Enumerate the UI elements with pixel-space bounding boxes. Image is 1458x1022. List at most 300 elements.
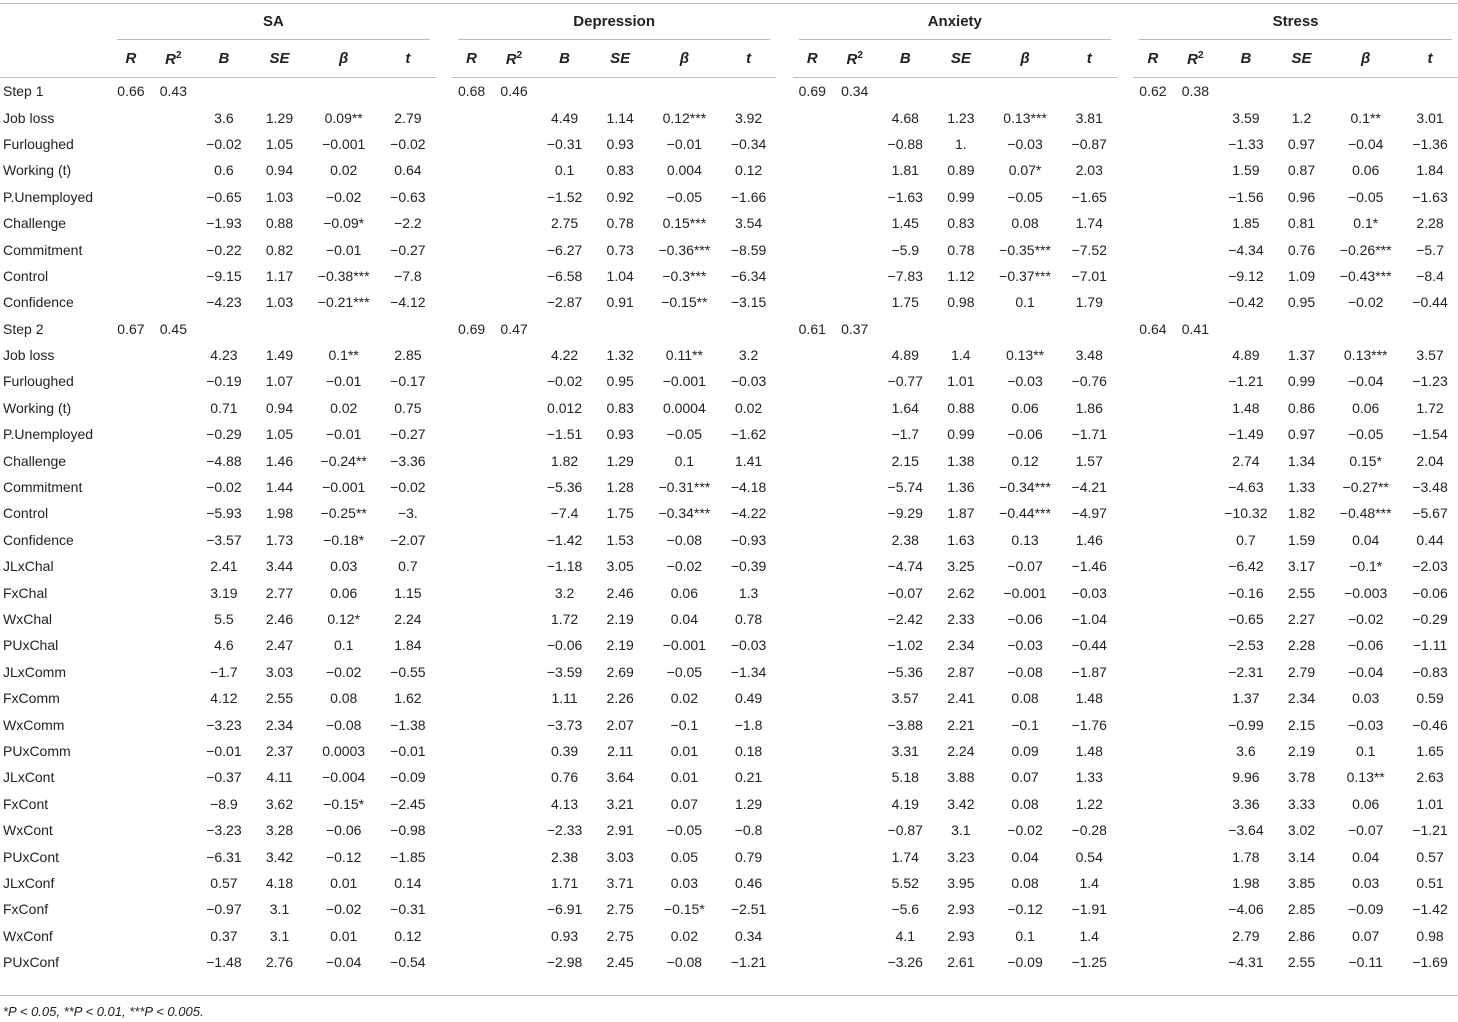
table-cell: −1.8 bbox=[734, 716, 763, 733]
row-label: Job loss bbox=[3, 109, 55, 126]
table-cell: 3.81 bbox=[1075, 109, 1103, 126]
table-cell: 0.69 bbox=[798, 83, 826, 100]
table-cell: −0.03 bbox=[1071, 584, 1107, 601]
table-cell bbox=[151, 236, 196, 262]
table-cell: 4.11 bbox=[266, 769, 293, 786]
table-cell: −1.02 bbox=[887, 637, 923, 654]
table-cell: 0.54 bbox=[1075, 848, 1103, 865]
table-row bbox=[0, 368, 1458, 394]
table-cell: 1.82 bbox=[550, 452, 579, 469]
table-cell: 0.93 bbox=[606, 135, 634, 152]
table-cell: 1.73 bbox=[265, 531, 294, 548]
table-cell bbox=[151, 500, 196, 526]
table-cell: −2.07 bbox=[390, 531, 426, 548]
table-cell bbox=[537, 316, 593, 342]
table-cell bbox=[832, 210, 877, 236]
table-cell bbox=[111, 579, 150, 605]
table-cell: −1.38 bbox=[390, 716, 426, 733]
cell-spacer bbox=[1117, 553, 1133, 579]
table-cell: 3.28 bbox=[265, 822, 294, 839]
bottom-rule bbox=[0, 995, 1458, 996]
table-cell: 0.04 bbox=[1352, 848, 1380, 865]
cell-spacer bbox=[436, 289, 452, 315]
table-cell: −4.21 bbox=[1071, 479, 1107, 496]
table-cell: 0.01 bbox=[670, 769, 698, 786]
cell-spacer bbox=[436, 104, 452, 130]
column-header: SE bbox=[1274, 40, 1330, 78]
table-cell: 2.63 bbox=[1416, 769, 1444, 786]
cell-spacer bbox=[436, 870, 452, 896]
table-cell bbox=[252, 316, 308, 342]
table-cell: 1.45 bbox=[891, 215, 919, 232]
table-cell bbox=[793, 289, 832, 315]
table-cell bbox=[1133, 210, 1172, 236]
table-cell bbox=[1173, 764, 1218, 790]
table-cell: 0.06 bbox=[1352, 795, 1380, 812]
table-cell bbox=[793, 870, 832, 896]
table-cell: 1.3 bbox=[738, 584, 759, 601]
table-row bbox=[0, 896, 1458, 922]
table-cell: −0.05 bbox=[666, 822, 703, 839]
table-cell: 2.24 bbox=[947, 742, 975, 759]
table-cell: −5.74 bbox=[887, 479, 923, 496]
table-cell: 0.73 bbox=[606, 241, 634, 258]
table-row bbox=[0, 447, 1458, 473]
row-label: JLxComm bbox=[3, 663, 67, 680]
table-cell bbox=[151, 474, 196, 500]
table-cell: 0.06 bbox=[330, 584, 358, 601]
table-cell: −0.25** bbox=[320, 505, 367, 522]
table-cell: 3.64 bbox=[606, 769, 634, 786]
table-cell: 4.89 bbox=[891, 347, 919, 364]
cell-spacer bbox=[436, 764, 452, 790]
table-cell: 2.85 bbox=[1287, 901, 1316, 918]
cell-spacer bbox=[776, 738, 792, 764]
table-cell: 0.06 bbox=[1011, 399, 1039, 416]
table-cell bbox=[252, 78, 308, 105]
table-cell bbox=[151, 606, 196, 632]
table-cell bbox=[151, 949, 196, 975]
table-cell: 1.75 bbox=[891, 294, 919, 311]
table-cell: −0.15* bbox=[663, 901, 705, 918]
table-cell bbox=[151, 342, 196, 368]
column-header: t bbox=[380, 40, 436, 78]
table-cell: 0.41 bbox=[1181, 320, 1209, 337]
table-cell: 0.1 bbox=[333, 637, 354, 654]
table-cell bbox=[151, 764, 196, 790]
cell-spacer bbox=[1117, 316, 1133, 342]
table-cell bbox=[1173, 711, 1218, 737]
table-cell: −8.9 bbox=[210, 795, 238, 812]
table-cell bbox=[151, 263, 196, 289]
table-cell: 0.64 bbox=[394, 162, 422, 179]
cell-spacer bbox=[436, 131, 452, 157]
table-cell: 3.02 bbox=[1287, 822, 1316, 839]
table-cell bbox=[491, 632, 536, 658]
table-cell: −6.34 bbox=[730, 267, 767, 284]
table-cell: 4.18 bbox=[265, 874, 294, 891]
table-cell bbox=[1173, 368, 1218, 394]
table-cell: −2.53 bbox=[1228, 637, 1264, 654]
table-cell: −0.24** bbox=[320, 452, 367, 469]
table-cell bbox=[1402, 78, 1458, 105]
table-cell bbox=[491, 447, 536, 473]
table-cell: −1.85 bbox=[390, 848, 426, 865]
table-cell: 1.72 bbox=[1416, 399, 1444, 416]
table-cell bbox=[151, 184, 196, 210]
table-cell bbox=[491, 104, 536, 130]
table-cell: −0.15* bbox=[323, 795, 365, 812]
table-cell bbox=[877, 78, 933, 105]
table-cell: 0.08 bbox=[1011, 215, 1039, 232]
table-cell: 1.85 bbox=[1232, 215, 1260, 232]
column-header: B bbox=[196, 40, 252, 78]
table-cell: 2.15 bbox=[1287, 716, 1316, 733]
table-cell bbox=[452, 659, 491, 685]
cell-spacer bbox=[1117, 949, 1133, 975]
table-cell: −0.37 bbox=[206, 769, 242, 786]
cell-spacer bbox=[436, 685, 452, 711]
table-cell bbox=[452, 764, 491, 790]
table-cell: −0.02 bbox=[206, 135, 242, 152]
table-cell: 2.37 bbox=[265, 742, 294, 759]
table-cell bbox=[452, 949, 491, 975]
cell-spacer bbox=[436, 527, 452, 553]
table-cell: 0.83 bbox=[947, 215, 975, 232]
table-cell: −0.07 bbox=[1347, 822, 1384, 839]
table-cell: 0.01 bbox=[330, 874, 358, 891]
table-cell bbox=[832, 632, 877, 658]
table-cell: 0.94 bbox=[265, 399, 294, 416]
cell-spacer bbox=[436, 949, 452, 975]
table-cell bbox=[793, 500, 832, 526]
table-cell: −0.3*** bbox=[662, 267, 707, 284]
table-cell: 2.55 bbox=[265, 690, 294, 707]
table-cell: −0.06 bbox=[1007, 426, 1043, 443]
table-cell bbox=[452, 447, 491, 473]
column-header-row bbox=[0, 40, 1458, 78]
table-cell: −6.31 bbox=[206, 848, 242, 865]
table-cell bbox=[111, 923, 150, 949]
table-cell bbox=[832, 553, 877, 579]
table-cell: 0.13 bbox=[1011, 531, 1039, 548]
table-cell: 2.34 bbox=[947, 637, 975, 654]
table-cell: 0.09** bbox=[324, 109, 363, 126]
table-cell: −1.25 bbox=[1071, 954, 1107, 971]
table-cell: 5.18 bbox=[891, 769, 919, 786]
table-cell: −1.66 bbox=[730, 188, 767, 205]
group-header-row bbox=[0, 0, 1458, 40]
superscript: 2 bbox=[857, 49, 863, 61]
table-cell: −0.1 bbox=[1011, 716, 1039, 733]
table-cell: −3.73 bbox=[546, 716, 583, 733]
table-cell bbox=[1133, 738, 1172, 764]
table-cell bbox=[111, 500, 150, 526]
table-cell: −0.001 bbox=[1003, 584, 1047, 601]
table-cell: 0.37 bbox=[841, 320, 869, 337]
table-cell: −0.29 bbox=[206, 426, 242, 443]
cell-spacer bbox=[1117, 474, 1133, 500]
table-cell: 3.17 bbox=[1287, 558, 1316, 575]
table-cell: 0.95 bbox=[606, 373, 634, 390]
table-cell bbox=[1173, 131, 1218, 157]
table-cell: 0.21 bbox=[734, 769, 763, 786]
table-cell: 1.15 bbox=[394, 584, 422, 601]
table-cell: −0.93 bbox=[730, 531, 767, 548]
group-header-anxiety bbox=[793, 0, 1117, 40]
table-cell: −0.28 bbox=[1071, 822, 1107, 839]
table-cell bbox=[111, 896, 150, 922]
table-cell bbox=[793, 342, 832, 368]
table-cell bbox=[832, 896, 877, 922]
table-cell bbox=[151, 579, 196, 605]
table-cell bbox=[151, 421, 196, 447]
table-cell: −6.42 bbox=[1228, 558, 1264, 575]
cell-spacer bbox=[776, 606, 792, 632]
cell-spacer bbox=[776, 896, 792, 922]
table-cell bbox=[111, 421, 150, 447]
table-cell: −0.07 bbox=[1007, 558, 1043, 575]
table-cell bbox=[793, 368, 832, 394]
table-cell: 2.76 bbox=[265, 954, 294, 971]
table-cell bbox=[1274, 78, 1330, 105]
table-cell: −0.12 bbox=[325, 848, 362, 865]
row-label: FxConf bbox=[3, 901, 49, 918]
group-header-label: Depression bbox=[458, 5, 771, 40]
table-cell: 2.46 bbox=[606, 584, 634, 601]
table-cell: 0.1 bbox=[674, 452, 695, 469]
table-cell: −1.36 bbox=[1412, 135, 1448, 152]
table-cell bbox=[452, 263, 491, 289]
table-cell: 0.6 bbox=[214, 162, 234, 179]
table-cell bbox=[1133, 685, 1172, 711]
table-cell: 0.07* bbox=[1008, 162, 1042, 179]
column-header: t bbox=[1061, 40, 1117, 78]
table-cell: 3.6 bbox=[214, 109, 234, 126]
table-cell: 1.32 bbox=[606, 347, 634, 364]
table-cell: −0.02 bbox=[206, 479, 242, 496]
table-cell bbox=[151, 659, 196, 685]
cell-spacer bbox=[776, 843, 792, 869]
table-cell bbox=[832, 104, 877, 130]
group-spacer bbox=[776, 0, 792, 40]
table-cell bbox=[1133, 368, 1172, 394]
table-cell bbox=[1133, 870, 1172, 896]
table-cell bbox=[111, 843, 150, 869]
table-cell bbox=[452, 738, 491, 764]
table-cell: 0.99 bbox=[1287, 373, 1316, 390]
table-cell bbox=[1133, 764, 1172, 790]
table-cell bbox=[1173, 500, 1218, 526]
table-cell bbox=[1133, 500, 1172, 526]
column-header: R bbox=[793, 40, 832, 78]
table-cell: −0.02 bbox=[546, 373, 583, 390]
cell-spacer bbox=[776, 447, 792, 473]
table-cell bbox=[832, 474, 877, 500]
row-label: FxCont bbox=[3, 795, 49, 812]
table-cell bbox=[111, 342, 150, 368]
table-row bbox=[0, 78, 1458, 105]
table-cell bbox=[1173, 685, 1218, 711]
table-cell: 1.4 bbox=[951, 347, 971, 364]
table-cell: 0.97 bbox=[1287, 426, 1316, 443]
table-cell: −9.29 bbox=[887, 505, 923, 522]
table-cell: 3.1 bbox=[269, 901, 290, 918]
table-cell bbox=[111, 817, 150, 843]
table-cell bbox=[491, 817, 536, 843]
table-row bbox=[0, 843, 1458, 869]
table-cell bbox=[491, 923, 536, 949]
table-cell: 0.1* bbox=[1353, 215, 1379, 232]
cell-spacer bbox=[436, 791, 452, 817]
table-cell: −0.36*** bbox=[658, 241, 711, 258]
table-row bbox=[0, 923, 1458, 949]
cell-spacer bbox=[776, 949, 792, 975]
table-cell bbox=[151, 738, 196, 764]
table-cell: 1.37 bbox=[1287, 347, 1316, 364]
table-cell bbox=[1173, 395, 1218, 421]
table-cell: 1.46 bbox=[265, 452, 294, 469]
table-cell: −1.49 bbox=[1228, 426, 1264, 443]
table-cell: 0.96 bbox=[1287, 188, 1316, 205]
table-cell: 0.76 bbox=[550, 769, 579, 786]
cell-spacer bbox=[776, 791, 792, 817]
table-cell: −3.57 bbox=[206, 531, 242, 548]
table-row bbox=[0, 579, 1458, 605]
table-cell: −0.09 bbox=[1007, 954, 1043, 971]
table-cell: 0.1 bbox=[554, 162, 575, 179]
table-cell: −0.43*** bbox=[1339, 267, 1392, 284]
cell-spacer bbox=[436, 843, 452, 869]
table-cell bbox=[1133, 421, 1172, 447]
table-cell bbox=[491, 896, 536, 922]
column-header: β bbox=[307, 40, 380, 78]
row-label: Control bbox=[3, 505, 49, 522]
group-spacer bbox=[1117, 0, 1133, 40]
table-cell: 0.004 bbox=[666, 162, 702, 179]
table-cell: 2.24 bbox=[394, 611, 422, 627]
table-cell bbox=[111, 157, 150, 183]
table-cell bbox=[648, 316, 721, 342]
table-cell: 2.77 bbox=[265, 584, 294, 601]
table-cell: 4.68 bbox=[891, 109, 919, 126]
table-cell: −4.74 bbox=[887, 558, 923, 575]
table-cell bbox=[1133, 553, 1172, 579]
table-cell: 0.87 bbox=[1287, 162, 1316, 179]
table-cell: 2.11 bbox=[607, 742, 634, 759]
table-cell: −4.12 bbox=[390, 294, 426, 311]
table-cell: −1.21 bbox=[730, 954, 767, 971]
table-cell: 0.06 bbox=[670, 584, 698, 601]
table-cell bbox=[491, 738, 536, 764]
table-cell: 0.0003 bbox=[322, 742, 366, 759]
table-cell bbox=[452, 131, 491, 157]
table-cell bbox=[793, 711, 832, 737]
table-cell: 2.04 bbox=[1416, 452, 1444, 469]
table-cell: 2.93 bbox=[947, 901, 975, 918]
table-cell: −3.88 bbox=[887, 716, 923, 733]
table-row bbox=[0, 553, 1458, 579]
row-label: FxComm bbox=[3, 690, 60, 707]
table-cell bbox=[793, 131, 832, 157]
table-cell bbox=[721, 78, 777, 105]
table-cell: 0.18 bbox=[734, 742, 763, 759]
table-cell: 0.02 bbox=[670, 927, 698, 944]
table-row bbox=[0, 131, 1458, 157]
table-cell bbox=[491, 685, 536, 711]
table-cell: 2.19 bbox=[1287, 742, 1316, 759]
table-cell: −3.23 bbox=[206, 716, 242, 733]
table-cell: 1.53 bbox=[606, 531, 634, 548]
table-cell bbox=[491, 210, 536, 236]
table-cell: 0.03 bbox=[1352, 874, 1380, 891]
table-cell: 0.92 bbox=[606, 188, 634, 205]
table-cell: −1.34 bbox=[730, 663, 767, 680]
cell-spacer bbox=[436, 342, 452, 368]
table-footnote: *P < 0.05, **P < 0.01, ***P < 0.005. bbox=[3, 1004, 204, 1019]
table-cell bbox=[989, 316, 1062, 342]
table-cell bbox=[1173, 184, 1218, 210]
group-header-label: Anxiety bbox=[799, 5, 1111, 40]
table-cell bbox=[1173, 447, 1218, 473]
table-cell: 1.29 bbox=[606, 452, 634, 469]
table-cell: −1.93 bbox=[206, 215, 242, 232]
table-row bbox=[0, 606, 1458, 632]
table-cell bbox=[832, 711, 877, 737]
table-cell: 0.88 bbox=[947, 399, 975, 416]
table-cell: −1.18 bbox=[546, 558, 583, 575]
table-cell bbox=[933, 78, 989, 105]
table-cell: −0.06 bbox=[325, 822, 362, 839]
table-cell bbox=[793, 817, 832, 843]
table-cell: −2.87 bbox=[546, 294, 583, 311]
table-cell bbox=[111, 131, 150, 157]
table-cell bbox=[491, 791, 536, 817]
cell-spacer bbox=[1117, 210, 1133, 236]
table-cell: 1.22 bbox=[1075, 795, 1103, 812]
table-cell: −3.64 bbox=[1228, 822, 1264, 839]
table-cell: −2.42 bbox=[887, 611, 923, 627]
table-cell: −3.48 bbox=[1412, 479, 1448, 496]
table-cell: 1.03 bbox=[265, 188, 294, 205]
cell-spacer bbox=[776, 236, 792, 262]
table-cell: 2.91 bbox=[606, 822, 634, 839]
table-cell: −1.42 bbox=[546, 531, 583, 548]
column-header: B bbox=[877, 40, 933, 78]
table-cell bbox=[111, 474, 150, 500]
table-cell bbox=[452, 289, 491, 315]
table-cell: −1.11 bbox=[1412, 637, 1448, 654]
table-cell: 2.79 bbox=[1232, 927, 1260, 944]
table-cell: −1.63 bbox=[887, 188, 923, 205]
table-cell: 0.78 bbox=[947, 241, 975, 258]
table-cell bbox=[111, 368, 150, 394]
cell-spacer bbox=[436, 738, 452, 764]
table-cell: −1.04 bbox=[1071, 611, 1107, 627]
table-cell bbox=[111, 210, 150, 236]
table-cell: −0.04 bbox=[1347, 373, 1384, 390]
table-cell: −1.46 bbox=[1071, 558, 1107, 575]
table-cell bbox=[111, 104, 150, 130]
table-cell bbox=[832, 500, 877, 526]
table-cell: −0.11 bbox=[1348, 954, 1383, 971]
table-cell bbox=[592, 78, 648, 105]
table-cell: −0.02 bbox=[325, 188, 362, 205]
table-cell: 1.37 bbox=[1232, 690, 1260, 707]
table-cell bbox=[111, 870, 150, 896]
table-cell: 1.62 bbox=[394, 690, 422, 707]
table-cell: 2.28 bbox=[1287, 637, 1316, 654]
